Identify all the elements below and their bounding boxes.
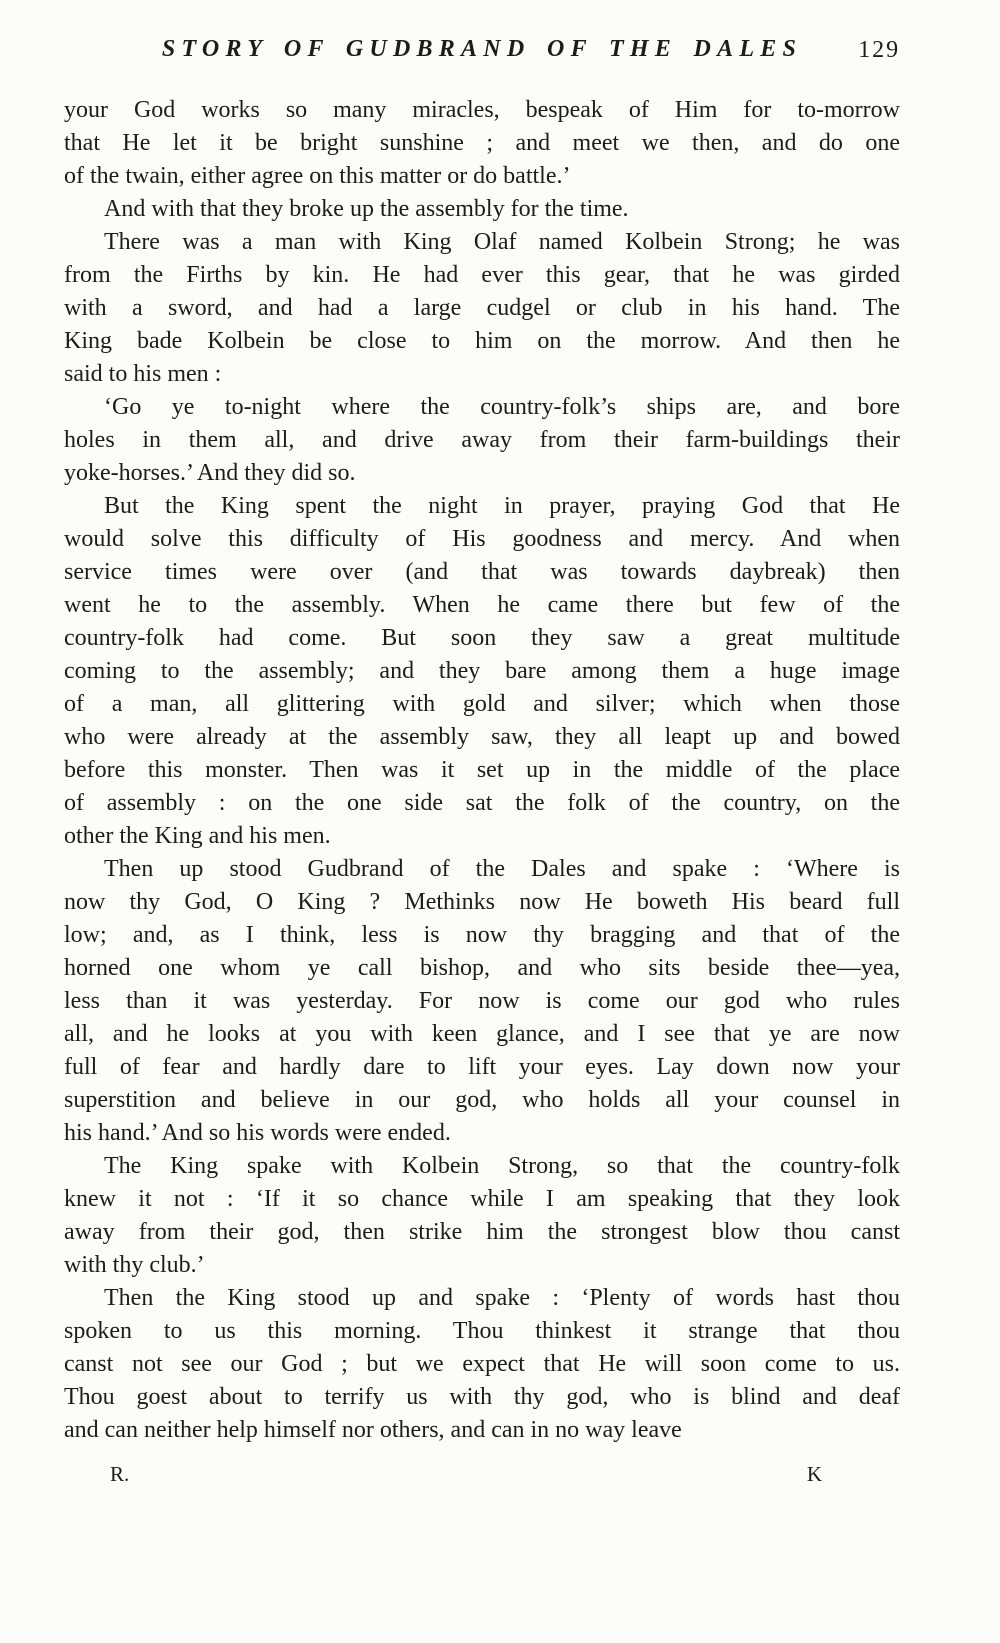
text-line: and can neither help himself nor others, and can in no way leave xyxy=(64,1417,682,1443)
text-line: There was a man with King Olaf named Kolbein Strong; he was xyxy=(104,229,900,255)
text-line: now thy God, O King ? Methinks now He boweth His beard full xyxy=(64,889,900,915)
text-line: Thou goest about to terrify us with thy god, who is blind and deaf xyxy=(64,1384,900,1410)
text-line: King bade Kolbein be close to him on the morrow. And then he xyxy=(64,328,900,354)
text-line: less than it was yesterday. For now is come our god who rules xyxy=(64,988,900,1014)
text-line: other the King and his men. xyxy=(64,823,331,849)
text-line: service times were over (and that was towards daybreak) then xyxy=(64,559,900,585)
text-line: Then the King stood up and spake : ‘Plenty of words hast thou xyxy=(104,1285,900,1311)
text-line: all, and he looks at you with keen glance, and I see that ye are now xyxy=(64,1021,900,1047)
text-line: of a man, all glittering with gold and silver; which when those xyxy=(64,691,900,717)
paragraph xyxy=(64,226,900,391)
text-line: your God works so many miracles, bespeak of Him for to-morrow xyxy=(64,97,900,123)
text-line: went he to the assembly. When he came there but few of the xyxy=(64,592,900,618)
text-line: Then up stood Gudbrand of the Dales and spake : ‘Where is xyxy=(104,856,900,882)
text-line: And with that they broke up the assembly for the time. xyxy=(104,196,629,222)
text-line: coming to the assembly; and they bare among them a huge image xyxy=(64,658,900,684)
text-line: full of fear and hardly dare to lift your eyes. Lay down now your xyxy=(64,1054,900,1080)
text-line: canst not see our God ; but we expect that He will soon come to us. xyxy=(64,1351,900,1377)
page-body xyxy=(64,94,900,1447)
text-line: But the King spent the night in prayer, praying God that He xyxy=(104,493,900,519)
paragraph xyxy=(64,1150,900,1282)
text-line: of the twain, either agree on this matter or do battle.’ xyxy=(64,163,571,189)
text-line: who were already at the assembly saw, they all leapt up and bowed xyxy=(64,724,900,750)
text-line: his hand.’ And so his words were ended. xyxy=(64,1120,451,1146)
text-line: away from their god, then strike him the strongest blow thou canst xyxy=(64,1219,900,1245)
text-line: knew it not : ‘If it so chance while I am speaking that they look xyxy=(64,1186,900,1212)
text-line: said to his men : xyxy=(64,361,222,387)
text-line: would solve this difficulty of His goodness and mercy. And when xyxy=(64,526,900,552)
text-line: before this monster. Then was it set up in the middle of the place xyxy=(64,757,900,783)
running-title: STORY OF GUDBRAND OF THE DALES xyxy=(161,36,803,62)
page-footer xyxy=(64,1462,900,1487)
paragraph xyxy=(64,490,900,853)
text-line: low; and, as I think, less is now thy bragging and that of the xyxy=(64,922,900,948)
text-line: country-folk had come. But soon they saw a great multitude xyxy=(64,625,900,651)
text-line: of assembly : on the one side sat the folk of the country, on the xyxy=(64,790,900,816)
paragraph xyxy=(64,853,900,1150)
text-line: superstition and believe in our god, who holds all your counsel in xyxy=(64,1087,900,1113)
text-line: yoke-horses.’ And they did so. xyxy=(64,460,356,486)
signature-mark-right: K xyxy=(806,1462,822,1486)
page-header xyxy=(64,36,900,72)
text-line: holes in them all, and drive away from their farm-buildings their xyxy=(64,427,900,453)
page-number: 129 xyxy=(858,37,900,63)
text-line: from the Firths by kin. He had ever this gear, that he was girded xyxy=(64,262,900,288)
text-line: horned one whom ye call bishop, and who sits beside thee—yea, xyxy=(64,955,900,981)
text-line: spoken to us this morning. Thou thinkest it strange that thou xyxy=(64,1318,900,1344)
text-line: ‘Go ye to-night where the country-folk’s ships are, and bore xyxy=(104,394,900,420)
paragraph xyxy=(64,193,900,226)
text-line: that He let it be bright sunshine ; and meet we then, and do one xyxy=(64,130,900,156)
signature-mark-left: R. xyxy=(110,1462,130,1486)
paragraph xyxy=(64,391,900,490)
paragraph xyxy=(64,94,900,193)
text-line: with thy club.’ xyxy=(64,1252,205,1278)
paragraph xyxy=(64,1282,900,1447)
text-line: The King spake with Kolbein Strong, so that the country-folk xyxy=(104,1153,900,1179)
text-line: with a sword, and had a large cudgel or club in his hand. The xyxy=(64,295,900,321)
